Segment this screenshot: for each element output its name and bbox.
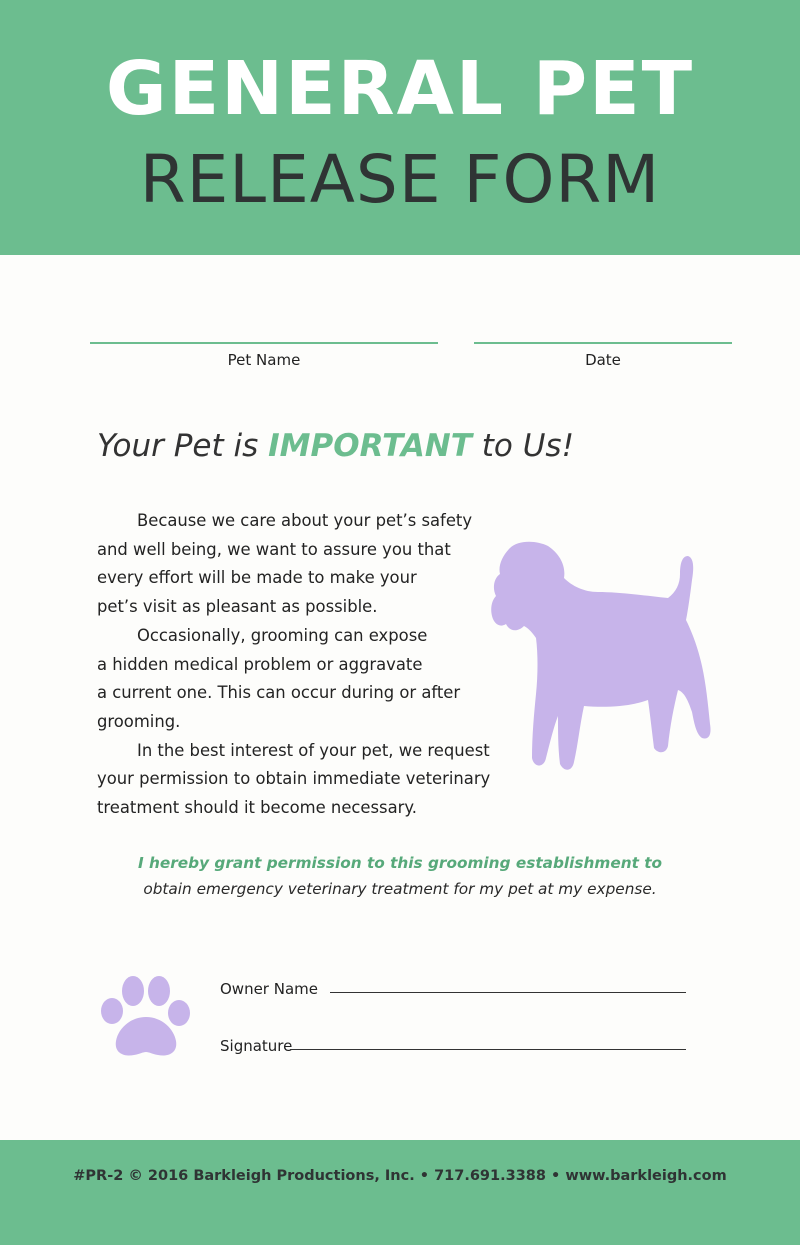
body-line: your permission to obtain immediate veterinary: [97, 769, 491, 789]
permission-statement: [0, 850, 800, 902]
date-field[interactable]: [474, 342, 732, 344]
body-line: pet’s visit as pleasant as possible.: [97, 597, 378, 617]
owner-name-field[interactable]: [330, 992, 686, 993]
permission-line-1: I hereby grant permission to this grooming establishment to: [137, 854, 663, 872]
pet-name-label: Pet Name: [227, 351, 301, 369]
signature-label: Signature: [220, 1037, 293, 1055]
heading-post: to Us!: [471, 428, 575, 464]
footer-band: [0, 1140, 800, 1245]
body-line: Because we care about your pet’s safety: [137, 511, 473, 530]
body-line: treatment should it become necessary.: [97, 798, 417, 818]
footer-credits: #PR-2 © 2016 Barkleigh Productions, Inc. • 717.691.3388 • www.barkleigh.com: [73, 1168, 727, 1184]
signature-field[interactable]: [290, 1049, 686, 1050]
heading-emphasis: IMPORTANT: [268, 428, 472, 464]
date-label: Date: [585, 351, 621, 369]
form-title: GENERAL PET: [105, 46, 695, 132]
body-line: In the best interest of your pet, we request: [137, 740, 490, 760]
body-line: a current one. This can occur during or after: [97, 683, 461, 703]
form-subtitle: RELEASE FORM: [139, 141, 661, 218]
terrier-silhouette-icon: [488, 536, 720, 780]
body-line: grooming.: [97, 711, 181, 731]
paw-print-icon: [100, 975, 192, 1059]
body-text: [97, 507, 537, 823]
heading-pre: Your Pet is: [97, 428, 269, 464]
pet-name-field[interactable]: [90, 342, 438, 344]
permission-line-2: obtain emergency veterinary treatment for my pet at my expense.: [143, 880, 657, 898]
owner-name-label: Owner Name: [220, 980, 318, 998]
section-heading: [97, 428, 574, 464]
body-line: Occasionally, grooming can expose: [137, 625, 428, 645]
body-line: a hidden medical problem or aggravate: [97, 654, 423, 674]
body-line: and well being, we want to assure you that: [97, 539, 451, 559]
body-line: every effort will be made to make your: [97, 568, 417, 588]
